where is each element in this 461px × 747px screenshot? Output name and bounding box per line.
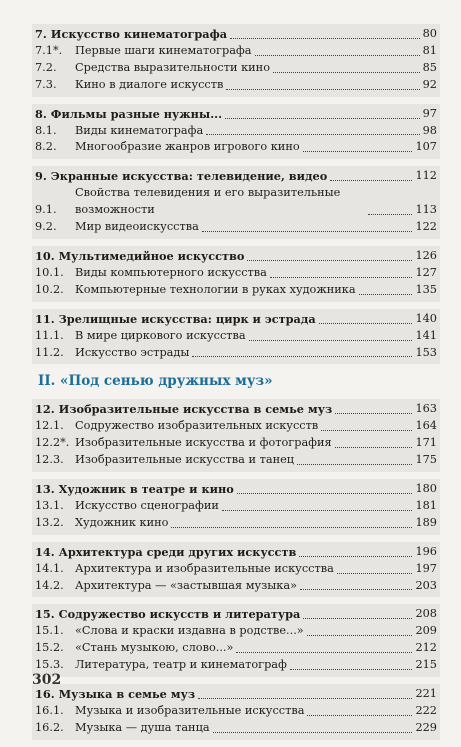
entry-number: 8.2. [35,140,57,154]
entry-page: 209 [415,624,437,638]
entry-page: 122 [415,220,437,234]
entry-title: Виды кинематографа [75,123,204,137]
entry-number: 9.1. [35,203,57,217]
entry-number: 7.2. [35,60,57,74]
table-of-contents [32,24,440,747]
entry-number: 14. [35,544,55,559]
toc-chapter-group [32,24,440,97]
entry-title: Фильмы разные нужны... [50,106,223,121]
entry-page: 180 [415,482,437,496]
dot-leader [307,635,413,636]
entry-page: 112 [415,169,437,183]
toc-entry-row [35,123,437,140]
dot-leader [290,669,413,670]
dot-leader [192,356,412,357]
toc-chapter-group [32,246,440,302]
entry-page: 215 [415,658,437,672]
dot-leader [321,430,412,431]
entry-title: Музыка в семье муз [58,687,196,702]
toc-chapter-row [35,26,437,43]
entry-page: 229 [415,720,437,734]
toc-chapter-row [35,544,437,561]
entry-title: Средства выразительности кино [75,60,270,74]
toc-chapter-group [32,309,440,365]
toc-entry-row [35,328,437,345]
entry-page: 80 [422,27,437,40]
entry-title: Музыка — душа танца [75,720,210,734]
dot-leader [368,214,412,215]
entry-page: 175 [415,453,437,467]
entry-page: 135 [415,282,437,296]
entry-page: 222 [415,704,437,717]
toc-chapter-group [32,604,440,677]
toc-entry-row [35,77,437,94]
dot-leader [255,55,420,56]
entry-title: Многообразие жанров игрового кино [75,140,300,154]
entry-number: 7.3. [35,77,57,91]
entry-number: 11. [35,311,55,326]
entry-title: Архитектура и изобразительные искусства [75,561,334,575]
dot-leader [270,277,413,278]
dot-leader [249,340,413,341]
entry-title: «Стань музыкою, слово...» [75,641,234,655]
entry-page: 189 [415,515,437,529]
dot-leader [300,589,412,590]
entry-number: 8. [35,106,47,121]
toc-entry-row [35,139,437,156]
entry-page: 85 [422,60,437,74]
entry-title: Мультимедийное искусство [58,248,245,263]
entry-page: 97 [422,106,437,120]
entry-title: Архитектура — «застывшая музыка» [75,578,298,592]
entry-page: 107 [415,140,437,154]
dot-leader [230,38,420,39]
toc-entry-row [35,418,437,435]
dot-leader [337,573,413,574]
toc-chapter-group [32,399,440,472]
dot-leader [330,180,412,181]
toc-entry-row [35,345,437,362]
entry-number: 16.2. [35,720,64,734]
dot-leader [303,151,413,152]
entry-page: 141 [415,328,437,342]
toc-chapter-row [35,168,437,185]
toc-entry-row [35,60,437,77]
toc-part-a [32,24,440,364]
entry-number: 14.1. [35,561,64,575]
dot-leader [171,527,412,528]
toc-entry-row [35,435,437,452]
entry-number: 12.2*. [35,436,70,450]
toc-entry-row [35,657,437,674]
toc-entry-row [35,720,437,737]
entry-title: Виды компьютерного искусства [75,265,267,279]
entry-number: 12.1. [35,419,64,433]
entry-page: 164 [415,419,437,433]
entry-page: 163 [415,402,437,416]
entry-number: 15.1. [35,624,64,638]
entry-title: Искусство сценографии [75,498,219,512]
entry-page: 113 [415,203,437,217]
toc-chapter-row [35,401,437,418]
page-number: 302 [32,672,62,688]
entry-page: 203 [415,578,437,592]
toc-chapter-group [32,166,440,239]
toc-part-b [32,399,440,739]
entry-title: Музыка и изобразительные искусства [75,704,305,717]
dot-leader [222,510,413,511]
entry-number: 16.1. [35,704,64,717]
entry-number: 13.1. [35,498,64,512]
dot-leader [236,652,412,653]
entry-title: Изобразительные искусства в семье муз [58,402,333,417]
entry-number: 11.1. [35,328,64,342]
entry-number: 13.2. [35,515,64,529]
dot-leader [237,493,413,494]
entry-title: Экранные искусства: телевидение, видео [50,169,328,184]
entry-title: Содружество искусств и литература [58,607,301,622]
toc-entry-row [35,578,437,595]
entry-number: 9.2. [35,220,57,234]
entry-page: 126 [415,248,437,262]
entry-title: Содружество изобразительных искусств [75,419,319,433]
entry-title: Изобразительные искусства и фотография [75,436,332,450]
entry-number: 8.1. [35,123,57,137]
toc-chapter-row [35,606,437,623]
toc-entry-row [35,561,437,578]
entry-title: Мир видеоискусства [75,220,199,234]
entry-page: 98 [422,123,437,137]
toc-entry-row [35,185,437,219]
entry-page: 81 [422,43,437,57]
toc-chapter-row [35,481,437,498]
entry-number: 12. [35,402,55,417]
entry-title: Искусство кинематографа [50,27,228,41]
toc-chapter-row [35,311,437,328]
entry-page: 140 [415,311,437,325]
toc-entry-row [35,640,437,657]
toc-entry-row [35,703,437,720]
entry-title: «Слова и краски издавна в родстве...» [75,624,304,638]
entry-title: Архитектура среди других искусств [58,544,297,559]
dot-leader [247,260,412,261]
dot-leader [225,118,420,119]
dot-leader [198,698,412,699]
toc-chapter-group [32,104,440,160]
entry-page: 171 [415,436,437,450]
dot-leader [213,732,413,733]
entry-title: Зрелищные искусства: цирк и эстрада [58,311,316,326]
toc-chapter-row [35,686,437,703]
entry-page: 196 [415,544,437,558]
dot-leader [202,231,413,232]
dot-leader [226,89,419,90]
dot-leader [359,294,413,295]
entry-title: Художник в театре и кино [58,482,234,497]
entry-title: Литература, театр и кинематограф [75,658,287,672]
dot-leader [307,715,412,716]
dot-leader [335,413,412,414]
section-title: II. «Под сенью дружных муз» [38,373,273,390]
entry-number: 15.3. [35,658,64,672]
entry-title: Первые шаги кинематографа [75,43,252,57]
toc-chapter-row [35,248,437,265]
toc-entry-row [35,498,437,515]
toc-chapter-group [32,479,440,535]
entry-number: 7.1*. [35,43,63,57]
entry-number: 7. [35,27,47,41]
entry-number: 11.2. [35,345,64,359]
entry-title: Компьютерные технологии в руках художника [75,282,356,296]
toc-chapter-group [32,542,440,598]
entry-page: 197 [415,561,437,575]
entry-title: В мире циркового искусства [75,328,246,342]
toc-entry-row [35,43,437,60]
entry-number: 16. [35,687,55,702]
entry-number: 10.2. [35,282,64,296]
entry-number: 15.2. [35,641,64,655]
entry-title: Искусство эстрады [75,345,190,359]
dot-leader [273,72,420,73]
dot-leader [303,618,412,619]
entry-number: 10.1. [35,265,64,279]
toc-chapter-row [35,106,437,123]
entry-page: 127 [415,265,437,279]
toc-entry-row [35,265,437,282]
dot-leader [335,447,413,448]
toc-entry-row [35,219,437,236]
toc-entry-row [35,282,437,299]
entry-page: 153 [415,345,437,359]
entry-title: Художник кино [75,515,169,529]
toc-entry-row [35,452,437,469]
entry-number: 14.2. [35,578,64,592]
dot-leader [206,134,419,135]
entry-number: 13. [35,482,55,497]
toc-entry-row [35,623,437,640]
dot-leader [299,556,412,557]
entry-page: 212 [415,641,437,655]
entry-title: Свойства телевидения и его выразительные возможности [75,186,341,217]
dot-leader [297,464,412,465]
entry-page: 221 [415,687,437,701]
dot-leader [319,323,413,324]
entry-page: 92 [422,77,437,91]
toc-entry-row [35,515,437,532]
entry-number: 15. [35,607,55,622]
entry-page: 208 [415,607,437,621]
entry-number: 12.3. [35,453,64,467]
entry-title: Кино в диалоге искусств [75,77,224,91]
entry-number: 10. [35,248,55,263]
entry-page: 181 [415,498,437,512]
entry-number: 9. [35,169,47,184]
toc-chapter-group [32,684,440,740]
entry-title: Изобразительные искусства и танец [75,453,295,467]
